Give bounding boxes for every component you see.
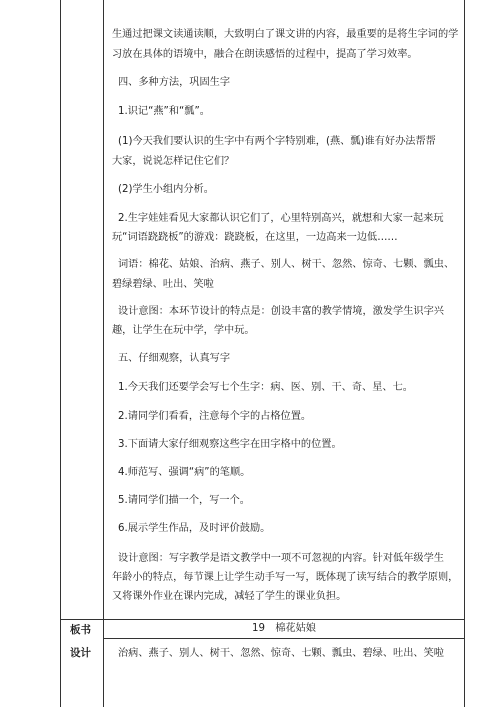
table-border-right (464, 0, 465, 707)
question-1-line-1: (1)今天我们要认识的生字中有两个字特别难，(燕、瓢)谁有好办法帮帮 (118, 136, 436, 147)
design-intent-1-line-2: 趣，让学生在玩中学，学中玩。 (112, 325, 255, 336)
board-row-top-border (60, 619, 465, 620)
board-label-top: 板书 (70, 624, 91, 636)
item-2-line-1: 2.生字娃娃看见大家都认识它们了，心里特别高兴，就想和大家一起来玩 (118, 213, 444, 224)
section-4-title: 四、多种方法，巩固生字 (118, 77, 231, 88)
question-2: (2)学生小组内分析。 (118, 184, 214, 195)
item-1: 1.识记“燕”和“瓢”。 (118, 106, 210, 117)
section-5-title: 五、仔细观察，认真写字 (118, 353, 231, 364)
writing-step-1: 1.今天我们还要学会写七个生字：病、医、别、干、奇、星、七。 (118, 382, 413, 393)
writing-step-6: 6.展示学生作品，及时评价鼓励。 (118, 523, 271, 534)
design-intent-2-line-2: 年龄小的特点，每节课上让学生动手写一写，既体现了读写结合的教学原则， (112, 572, 459, 583)
table-column-divider (103, 0, 104, 707)
board-words: 治病、燕子、别人、树干、忽然、惊奇、七颗、瓢虫、碧绿、吐出、笑啦 (118, 648, 444, 659)
writing-step-2: 2.请同学们看看，注意每个字的占格位置。 (118, 411, 312, 422)
writing-step-4: 4.师范写、强调“病”的笔顺。 (118, 467, 251, 478)
board-title: 19 棉花姑娘 (252, 623, 316, 634)
item-2-line-2: 玩“词语跷跷板”的游戏：跷跷板，在这里，一边高来一边低…… (112, 232, 398, 243)
design-intent-2-line-1: 设计意图：写字教学是语文教学中一项不可忽视的内容。针对低年级学生 (118, 553, 444, 564)
board-label-bottom: 设计 (70, 647, 91, 659)
words-line-2: 碧绿碧绿、吐出、笑啦 (112, 279, 214, 290)
words-line-1: 词语：棉花、姑娘、治病、燕子、别人、树干、忽然、惊奇、七颗、瓢虫、 (118, 259, 455, 270)
writing-step-5: 5.请同学们描一个，写一个。 (118, 495, 250, 506)
intro-line-2: 习放在具体的语境中，融合在朗读感悟的过程中，提高了学习效率。 (112, 49, 418, 60)
design-intent-2-line-3: 又将课外作业在课内完成，减轻了学生的课业负担。 (112, 591, 347, 602)
writing-step-3: 3.下面请大家仔细观察这些字在田字格中的位置。 (118, 439, 342, 450)
intro-line-1: 生通过把课文读通读顺，大致明白了课文讲的内容，最重要的是将生字词的学 (112, 29, 459, 40)
design-intent-1-line-1: 设计意图：本环节设计的特点是：创设丰富的教学情境，激发学生识字兴 (118, 306, 444, 317)
board-inner-divider (103, 638, 465, 639)
table-border-left (60, 0, 61, 707)
question-1-line-2: 大家，说说怎样记住它们？ (112, 156, 235, 167)
